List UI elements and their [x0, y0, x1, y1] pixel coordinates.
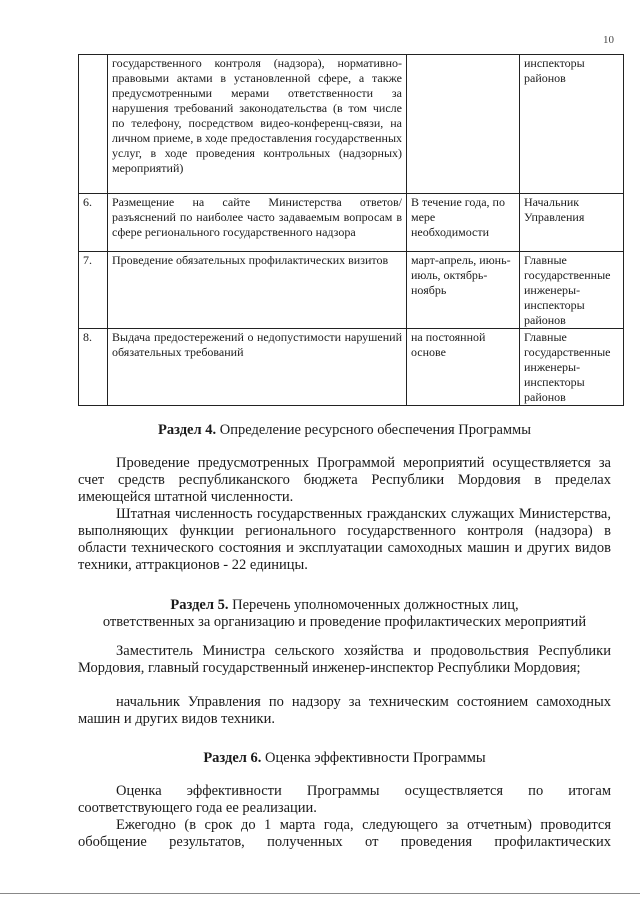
row-number: [79, 55, 108, 194]
page-number: 10: [603, 34, 614, 46]
page-bottom-rule: [0, 893, 640, 894]
section4-heading-number: Раздел 4.: [158, 422, 217, 438]
activity-cell: Проведение обязательных профилактических визитов: [108, 252, 407, 329]
table-row: [79, 194, 624, 252]
section6-heading-text: Оценка эффективности Программы: [261, 750, 486, 766]
section4-heading: [78, 422, 611, 439]
activity-cell: государственного контроля (надзора), нормативно-правовыми актами в установленной сфере, а также предусмотренными мерами ответственности за нарушения требований законодательства (в том числе по телефону, посредством видео-конференц-связи, на личном приеме, в ходе предоставления государственных услуг, в ходе проведения контрольных (надзорных) мероприятий): [108, 55, 407, 194]
section5-heading-number: Раздел 5.: [170, 597, 229, 613]
row-number: 7.: [79, 252, 108, 329]
section4-paragraph-1: Проведение предусмотренных Программой мероприятий осуществляется за счет средств республиканского бюджета Республики Мордовия в пределах имеющейся штатной численности.: [78, 455, 611, 505]
activity-cell: Размещение на сайте Министерства ответов/разъяснений по наиболее часто задаваемым вопросам в сфере регионального государственного надзора: [108, 194, 407, 252]
section6-heading-number: Раздел 6.: [203, 750, 262, 766]
table-row: [79, 55, 624, 194]
term-cell: март-апрель, июнь-июль, октябрь-ноябрь: [407, 252, 520, 329]
activities-table: [78, 54, 624, 406]
section6-paragraph-1: Оценка эффективности Программы осуществляется по итогам соответствующего года ее реализации.: [78, 783, 611, 816]
responsible-cell: инспекторы районов: [520, 55, 624, 194]
section4-heading-text: Определение ресурсного обеспечения Программы: [216, 422, 531, 438]
section5-heading-text: Перечень уполномоченных должностных лиц,: [228, 597, 519, 613]
section5-heading: [78, 597, 611, 631]
responsible-cell: Главные государственные инженеры-инспекторы районов: [520, 329, 624, 406]
responsible-cell: Начальник Управления: [520, 194, 624, 252]
section4-paragraph-2: Штатная численность государственных гражданских служащих Министерства, выполняющих функции регионального государственного контроля (надзора) в области технического состояния и эксплуатации самоходных машин и других видов техники, аттракционов - 22 единицы.: [78, 506, 611, 573]
term-cell: В течение года, по мере необходимости: [407, 194, 520, 252]
section5-paragraph-2: начальник Управления по надзору за техническим состоянием самоходных машин и других видов техники.: [78, 694, 611, 727]
section6-heading: [78, 750, 611, 767]
row-number: 8.: [79, 329, 108, 406]
responsible-cell: Главные государственные инженеры-инспекторы районов: [520, 252, 624, 329]
section5-paragraph-1: Заместитель Министра сельского хозяйства и продовольствия Республики Мордовия, главный государственный инженер-инспектор Республики Мордовия;: [78, 643, 611, 676]
table-row: [79, 252, 624, 329]
row-number: 6.: [79, 194, 108, 252]
term-cell: на постоянной основе: [407, 329, 520, 406]
section6-paragraph-2: Ежегодно (в срок до 1 марта года, следующего за отчетным) проводится обобщение результатов, полученных от проведения профилактических: [78, 817, 611, 850]
section5-heading-line2: ответственных за организацию и проведение профилактических мероприятий: [102, 614, 587, 630]
table-row: [79, 329, 624, 406]
term-cell: [407, 55, 520, 194]
activity-cell: Выдача предостережений о недопустимости нарушений обязательных требований: [108, 329, 407, 406]
